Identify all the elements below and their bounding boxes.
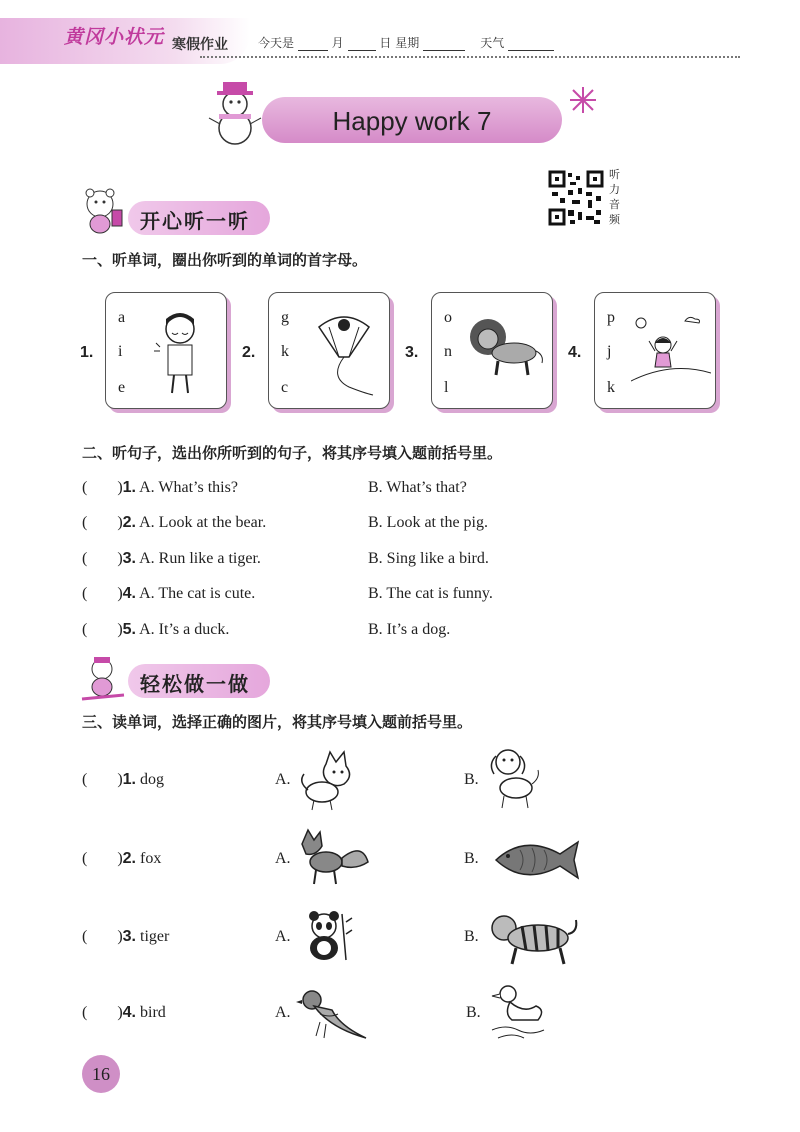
section-title-listen: 开心听一听 bbox=[140, 209, 250, 233]
question-row bbox=[82, 550, 261, 568]
panda-icon[interactable] bbox=[302, 908, 354, 964]
question-row bbox=[82, 585, 255, 603]
answer-paren-close: ) bbox=[117, 585, 123, 602]
letter-option[interactable]: g bbox=[281, 309, 289, 326]
weekday-label: 星期 bbox=[395, 36, 420, 50]
answer-paren-close: ) bbox=[117, 1004, 123, 1021]
answer-paren-open[interactable]: ( bbox=[82, 550, 88, 567]
question-row bbox=[82, 850, 161, 868]
page-number: 16 bbox=[82, 1055, 120, 1093]
page-title: Happy work 7 bbox=[332, 106, 492, 136]
option-b: B. Look at the pig. bbox=[368, 514, 488, 531]
question-row bbox=[82, 621, 229, 639]
answer-paren-close: ) bbox=[117, 771, 123, 788]
weather-label: 天气 bbox=[480, 36, 505, 50]
question-row bbox=[82, 514, 266, 532]
answer-paren-open[interactable]: ( bbox=[82, 771, 88, 788]
header-divider bbox=[200, 56, 740, 58]
answer-paren-open[interactable]: ( bbox=[82, 514, 88, 531]
option-a-label: A. bbox=[275, 928, 291, 945]
option-a-label: A. bbox=[275, 771, 291, 788]
weather-blank[interactable] bbox=[508, 38, 554, 51]
kite-icon bbox=[309, 307, 379, 397]
date-line bbox=[258, 34, 554, 51]
option-b: B. The cat is funny. bbox=[368, 585, 493, 602]
answer-paren-open[interactable]: ( bbox=[82, 479, 88, 496]
letter-option[interactable]: k bbox=[607, 379, 615, 396]
dog-icon[interactable] bbox=[482, 744, 546, 812]
question-row bbox=[82, 1004, 166, 1022]
answer-paren-close: ) bbox=[117, 928, 123, 945]
option-b-label: B. bbox=[466, 1004, 481, 1021]
brand-subtitle: 寒假作业 bbox=[172, 37, 228, 53]
option-a: A. Look at the bear. bbox=[139, 514, 267, 531]
letter-option[interactable]: i bbox=[118, 343, 123, 360]
question-2-title: 二、听句子，选出你所听到的句子，将其序号填入题前括号里。 bbox=[82, 444, 503, 462]
answer-paren-close: ) bbox=[117, 514, 123, 531]
option-b: B. Sing like a bird. bbox=[368, 550, 489, 567]
answer-paren-close: ) bbox=[117, 479, 123, 496]
letter-option[interactable]: p bbox=[607, 309, 615, 326]
letter-option[interactable]: j bbox=[607, 343, 612, 360]
girl-crying-icon bbox=[150, 307, 210, 397]
letter-option[interactable]: n bbox=[444, 343, 452, 360]
option-a-label: A. bbox=[275, 1004, 291, 1021]
question-number: 2. bbox=[122, 514, 136, 531]
option-a-label: A. bbox=[275, 850, 291, 867]
word: bird bbox=[140, 1004, 166, 1021]
option-b-label: B. bbox=[464, 771, 479, 788]
answer-paren-close: ) bbox=[117, 621, 123, 638]
bear-mascot-icon bbox=[78, 186, 128, 234]
question-3-title: 三、读单词，选择正确的图片，将其序号填入题前括号里。 bbox=[82, 713, 473, 731]
weekday-blank[interactable] bbox=[423, 38, 465, 51]
option-a: A. It’s a duck. bbox=[139, 621, 230, 638]
tiger-icon[interactable] bbox=[488, 908, 580, 966]
question-number: 2. bbox=[122, 850, 136, 867]
snowman-icon bbox=[205, 78, 265, 146]
picture-card bbox=[105, 292, 227, 409]
question-number: 5. bbox=[122, 621, 136, 638]
card-number: 4. bbox=[568, 344, 582, 361]
fish-icon[interactable] bbox=[490, 834, 582, 884]
day-blank[interactable] bbox=[348, 38, 376, 51]
cat-icon[interactable] bbox=[296, 748, 360, 812]
question-number: 1. bbox=[122, 771, 136, 788]
day-label: 日 bbox=[379, 36, 392, 50]
date-prefix: 今天是 bbox=[258, 36, 295, 50]
question-row bbox=[82, 479, 238, 497]
option-b: B. What’s that? bbox=[368, 479, 467, 496]
letter-option[interactable]: a bbox=[118, 309, 126, 326]
word: fox bbox=[140, 850, 162, 867]
question-number: 4. bbox=[122, 1004, 136, 1021]
letter-option[interactable]: e bbox=[118, 379, 126, 396]
fox-icon[interactable] bbox=[296, 826, 370, 888]
question-number: 4. bbox=[122, 585, 136, 602]
skier-mascot-icon bbox=[80, 655, 128, 703]
qr-label: 听力音频 bbox=[609, 168, 620, 226]
letter-option[interactable]: o bbox=[444, 309, 452, 326]
option-a: A. What’s this? bbox=[139, 479, 238, 496]
option-b-label: B. bbox=[464, 850, 479, 867]
answer-paren-open[interactable]: ( bbox=[82, 850, 88, 867]
bird-icon[interactable] bbox=[296, 986, 368, 1042]
card-number: 1. bbox=[80, 344, 94, 361]
answer-paren-open[interactable]: ( bbox=[82, 585, 88, 602]
question-number: 3. bbox=[122, 550, 136, 567]
letter-option[interactable]: c bbox=[281, 379, 289, 396]
girl-jumping-icon bbox=[631, 311, 711, 391]
answer-paren-open[interactable]: ( bbox=[82, 621, 88, 638]
picture-card bbox=[431, 292, 553, 409]
duck-icon[interactable] bbox=[488, 984, 548, 1044]
section-title-do: 轻松做一做 bbox=[140, 672, 250, 696]
option-a: A. Run like a tiger. bbox=[139, 550, 261, 567]
qr-code-icon[interactable] bbox=[548, 170, 604, 226]
letter-option[interactable]: l bbox=[444, 379, 449, 396]
option-b-label: B. bbox=[464, 928, 479, 945]
month-label: 月 bbox=[331, 36, 344, 50]
snowflake-icon bbox=[568, 85, 598, 115]
option-b: B. It’s a dog. bbox=[368, 621, 451, 638]
answer-paren-open[interactable]: ( bbox=[82, 928, 88, 945]
month-blank[interactable] bbox=[298, 38, 328, 51]
question-number: 1. bbox=[122, 479, 136, 496]
answer-paren-open[interactable]: ( bbox=[82, 1004, 88, 1021]
word: tiger bbox=[140, 928, 170, 945]
answer-paren-close: ) bbox=[117, 550, 123, 567]
card-number: 2. bbox=[242, 344, 256, 361]
question-number: 3. bbox=[122, 928, 136, 945]
answer-paren-close: ) bbox=[117, 850, 123, 867]
word: dog bbox=[140, 771, 164, 788]
question-row bbox=[82, 928, 169, 946]
brand-logo: 黄冈小状元 bbox=[64, 26, 165, 48]
question-1-title: 一、听单词，圈出你听到的单词的首字母。 bbox=[82, 251, 368, 269]
lion-icon bbox=[466, 313, 546, 383]
card-number: 3. bbox=[405, 344, 419, 361]
picture-card bbox=[268, 292, 390, 409]
letter-option[interactable]: k bbox=[281, 343, 289, 360]
question-row bbox=[82, 771, 164, 789]
picture-card bbox=[594, 292, 716, 409]
option-a: A. The cat is cute. bbox=[139, 585, 256, 602]
